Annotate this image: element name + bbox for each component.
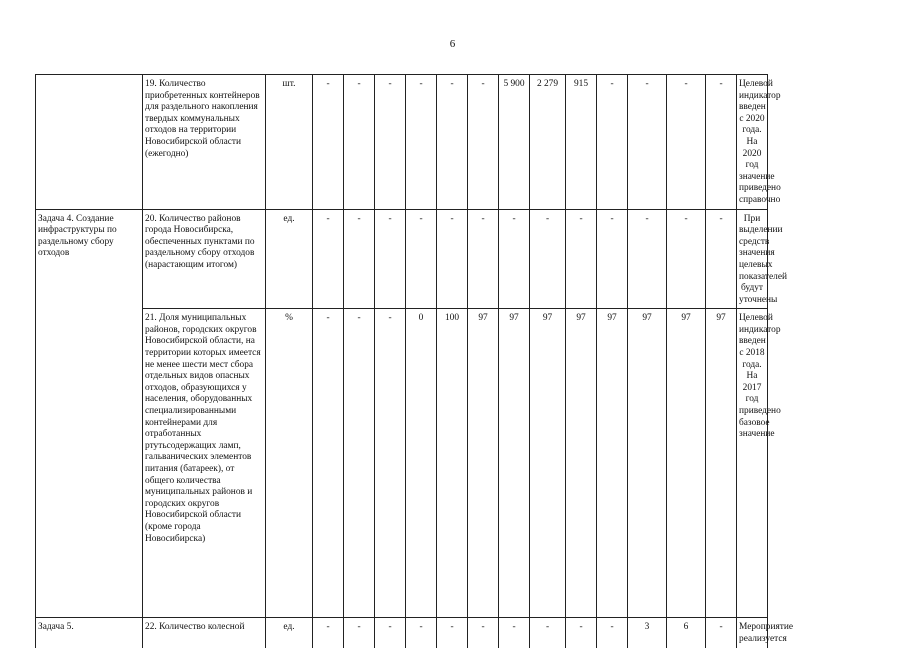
value-cell: -: [406, 75, 437, 210]
table-row: [36, 75, 898, 210]
note-cell: При выделении средств значения целевых показателей будут уточнены: [737, 209, 768, 309]
indicator-cell: 20. Количество районов города Новосибирска, обеспеченных пунктами по раздельному сбору отходов (нарастающим итогом): [143, 209, 266, 309]
unit-cell: %: [266, 309, 313, 618]
value-cell: -: [499, 209, 530, 309]
table-row: [36, 209, 898, 309]
value-cell: 2 279: [530, 75, 566, 210]
indicator-cell: 21. Доля муниципальных районов, городских округов Новосибирской области, на территории которых имеется не менее шести мест сбора отдельных видов опасных отходов, образующихся у населения, оборудованных специализированными контейнерами для отработанных ртутьсодержащих ламп, гальванических элементов питания (батареек), от общего количества муниципальных районов и городских округов Новосибирской области (кроме города Новосибирска): [143, 309, 266, 618]
indicators-table: [35, 74, 898, 648]
value-cell: 97: [706, 309, 737, 618]
value-cell: 97: [597, 309, 628, 618]
value-cell: -: [628, 209, 667, 309]
note-cell: Мероприятие реализуется: [737, 618, 768, 648]
page-number: 6: [449, 38, 456, 50]
value-cell: 100: [437, 309, 468, 618]
unit-cell: шт.: [266, 75, 313, 210]
value-cell: -: [566, 209, 597, 309]
value-cell: -: [566, 618, 597, 648]
value-cell: -: [437, 209, 468, 309]
value-cell: -: [530, 618, 566, 648]
value-cell: -: [375, 75, 406, 210]
value-cell: -: [313, 618, 344, 648]
value-cell: -: [406, 209, 437, 309]
value-cell: -: [499, 618, 530, 648]
unit-cell: ед.: [266, 618, 313, 648]
value-cell: -: [597, 618, 628, 648]
value-cell: -: [706, 75, 737, 210]
value-cell: 0: [406, 309, 437, 618]
value-cell: -: [406, 618, 437, 648]
value-cell: -: [667, 75, 706, 210]
value-cell: -: [468, 209, 499, 309]
value-cell: -: [667, 209, 706, 309]
note-cell: Целевой индикатор введен с 2020 года. На 2020 год значение приведено справочно: [737, 75, 768, 210]
value-cell: -: [375, 618, 406, 648]
indicator-cell: 22. Количество колесной: [143, 618, 266, 648]
value-cell: -: [437, 618, 468, 648]
value-cell: -: [706, 618, 737, 648]
value-cell: -: [437, 75, 468, 210]
value-cell: 3: [628, 618, 667, 648]
value-cell: 5 900: [499, 75, 530, 210]
value-cell: 6: [667, 618, 706, 648]
value-cell: -: [344, 309, 375, 618]
value-cell: -: [597, 75, 628, 210]
value-cell: -: [344, 209, 375, 309]
value-cell: 97: [468, 309, 499, 618]
value-cell: -: [468, 618, 499, 648]
task-cell: [36, 75, 143, 210]
value-cell: -: [344, 618, 375, 648]
value-cell: -: [706, 209, 737, 309]
unit-cell: ед.: [266, 209, 313, 309]
value-cell: -: [597, 209, 628, 309]
value-cell: -: [628, 75, 667, 210]
task-cell: Задача 5.: [36, 618, 143, 648]
value-cell: 97: [566, 309, 597, 618]
value-cell: -: [344, 75, 375, 210]
indicator-cell: 19. Количество приобретенных контейнеров для раздельного накопления твердых коммунальных отходов на территории Новосибирской области (ежегодно): [143, 75, 266, 210]
value-cell: -: [468, 75, 499, 210]
value-cell: -: [375, 309, 406, 618]
value-cell: -: [375, 209, 406, 309]
table-row: [36, 309, 898, 618]
value-cell: 97: [499, 309, 530, 618]
value-cell: 97: [667, 309, 706, 618]
table-row: [36, 618, 898, 648]
note-cell: Целевой индикатор введен с 2018 года. На 2017 год приведено базовое значение: [737, 309, 768, 618]
value-cell: -: [530, 209, 566, 309]
value-cell: 915: [566, 75, 597, 210]
value-cell: -: [313, 75, 344, 210]
value-cell: 97: [530, 309, 566, 618]
value-cell: -: [313, 209, 344, 309]
value-cell: -: [313, 309, 344, 618]
task-cell: Задача 4. Создание инфраструктуры по раздельному сбору отходов: [36, 209, 143, 618]
value-cell: 97: [628, 309, 667, 618]
